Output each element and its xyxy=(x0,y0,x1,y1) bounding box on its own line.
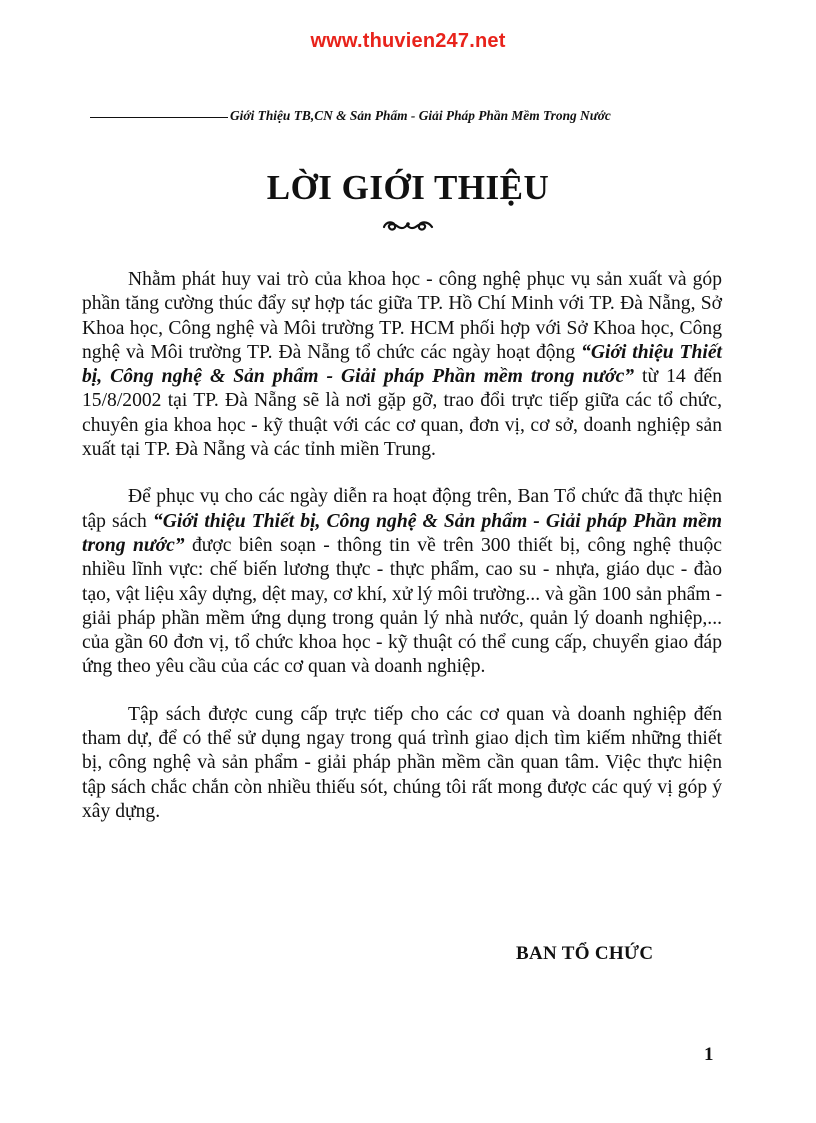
running-header xyxy=(90,106,726,126)
signature: BAN TỔ CHỨC xyxy=(516,943,654,964)
page-title: LỜI GIỚI THIỆU xyxy=(266,168,550,207)
emphasis-title: “Giới thiệu Thiết bị, Công nghệ & Sản phẩm - Giải pháp Phần mềm trong nước” xyxy=(82,510,722,556)
body-text xyxy=(82,268,722,847)
paragraph-2: Để phục vụ cho các ngày diễn ra hoạt động trên, Ban Tổ chức đã thực hiện tập sách “Giới thiệu Thiết bị, Công nghệ & Sản phẩm - Giải pháp Phần mềm trong nước” được biên soạn - thông tin về trên 300 thiết bị, công nghệ thuộc nhiều lĩnh vực: chế biến lương thực - thực phẩm, cao su - nhựa, giáo dục - đào tạo, vật liệu xây dựng, dệt may, cơ khí, xử lý môi trường... và gần 100 sản phẩm - giải pháp phần mềm ứng dụng trong quản lý nhà nước, quản lý doanh nghiệp,... của gần 60 đơn vị, tổ chức khoa học - kỹ thuật có thể cung cấp, chuyển giao đáp ứng theo yêu cầu của các cơ quan và doanh nghiệp. xyxy=(82,486,722,678)
watermark-url: www.thuvien247.net xyxy=(310,30,506,52)
page-number: 1 xyxy=(704,1044,714,1065)
header-rule xyxy=(90,117,228,118)
running-title: Giới Thiệu TB,CN & Sản Phẩm - Giải Pháp Phần Mềm Trong Nước xyxy=(230,108,611,123)
paragraph-1: Nhằm phát huy vai trò của khoa học - công nghệ phục vụ sản xuất và góp phần tăng cường thúc đẩy sự hợp tác giữa TP. Hồ Chí Minh với TP. Đà Nẵng, Sở Khoa học, Công nghệ và Môi trường TP. HCM phối hợp với Sở Khoa học, Công nghệ và Môi trường TP. Đà Nẵng tổ chức các ngày hoạt động “Giới thiệu Thiết bị, Công nghệ & Sản phẩm - Giải pháp Phần mềm trong nước” từ 14 đến 15/8/2002 tại TP. Đà Nẵng sẽ là nơi gặp gỡ, trao đổi trực tiếp giữa các tổ chức, chuyên gia khoa học - kỹ thuật với các cơ quan, đơn vị, cơ sở, doanh nghiệp sản xuất tại TP. Đà Nẵng và các tỉnh miền Trung. xyxy=(82,269,723,461)
decorative-flourish-icon xyxy=(380,218,436,234)
emphasis-title: “Giới thiệu Thiết bị, Công nghệ & Sản phẩm - Giải pháp Phần mềm trong nước” xyxy=(82,341,723,388)
paragraph-3: Tập sách được cung cấp trực tiếp cho các cơ quan và doanh nghiệp đến tham dự, để có thể sử dụng ngay trong quá trình giao dịch tìm kiếm những thiết bị, công nghệ và sản phẩm - giải pháp phần mềm cần quan tâm. Việc thực hiện tập sách chắc chắn còn nhiều thiếu sót, chúng tôi rất mong được các quý vị góp ý xây dựng. xyxy=(82,703,722,822)
